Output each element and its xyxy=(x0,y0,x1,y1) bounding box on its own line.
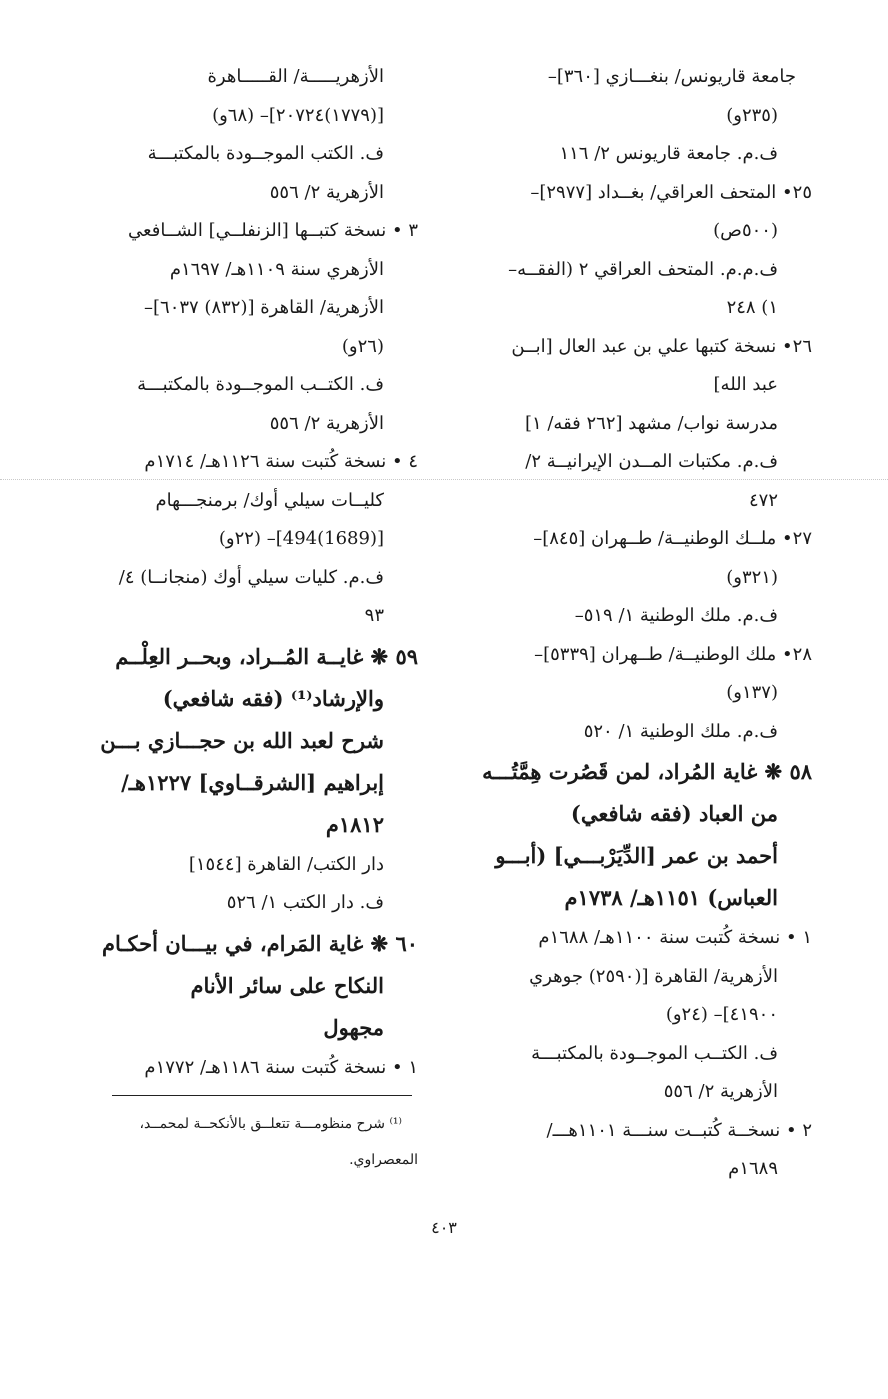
right-column-line: ف.م. جامعة قاريونس ٢/ ١١٦ xyxy=(559,143,778,164)
left-column-line: (٢٦و) xyxy=(341,335,384,357)
right-column-line: ٤١٩٠٠]– (٢٤و) xyxy=(665,1004,778,1025)
right-column-line: (٢٣٥و) xyxy=(726,104,778,126)
right-column-line: ف.م. مكتبات المــدن الإيرانيــة ٢/ xyxy=(525,451,778,472)
footnote-separator xyxy=(112,1095,412,1096)
footnote-line: ⁽¹⁾ شرح منظومـــة تتعلــق بالأنكحــة لمحمــد، xyxy=(139,1116,402,1132)
right-column-line: مدرسة نواب/ مشهد [٢٦٢ فقه/ ١] xyxy=(524,412,778,434)
right-column-line: ٤٧٢ xyxy=(748,489,778,511)
left-column-line: ٩٣ xyxy=(364,605,384,626)
left-column-line: الأزهري سنة ١١٠٩هـ/ ١٦٩٧م xyxy=(169,258,384,280)
right-column-line: ف.م. ملك الوطنية ١/ ٥١٩– xyxy=(574,605,778,626)
left-column-line: [(1689)494]– (٢٢و) xyxy=(218,528,384,549)
left-column-line: إبراهيم [الشرقــاوي] ١٢٢٧هـ/ xyxy=(121,769,384,795)
right-column-line: عبد الله] xyxy=(713,374,778,395)
left-column-line: ١٨١٢م xyxy=(325,811,384,837)
right-column-line: الأزهرية ٢/ ٥٥٦ xyxy=(663,1081,778,1102)
right-column-line: ١) ٢٤٨ xyxy=(726,297,778,318)
right-column-line: ٢٦• نسخة كتبها علي بن عبد العال [ابــن xyxy=(511,335,812,357)
right-column-line: العباس) ١١٥١هـ/ ١٧٣٨م xyxy=(564,885,778,910)
left-column-line: [(١٧٧٩)٢٠٧٢٤]– (٦٨و) xyxy=(212,104,384,126)
left-column-line: الأزهريـــــة/ القـــــاهرة xyxy=(207,66,384,87)
left-column-line: ف. الكتــب الموجــودة بالمكتبـــة xyxy=(137,374,384,395)
left-column-line: ف. الكتب الموجــودة بالمكتبـــة xyxy=(147,143,384,164)
right-column-line: (١٣٧و) xyxy=(726,682,778,703)
left-column-line: الأزهرية ٢/ ٥٥٦ xyxy=(269,412,384,434)
left-column-line: الأزهرية ٢/ ٥٥٦ xyxy=(269,181,384,203)
left-column-line: والإرشاد⁽¹⁾ (فقه شافعي) xyxy=(162,685,384,711)
left-column xyxy=(84,58,418,1087)
right-column-line: ١ • نسخة كُتبت سنة ١١٠٠هـ/ ١٦٨٨م xyxy=(538,927,812,948)
right-column-line: ف.م. ملك الوطنية ١/ ٥٢٠ xyxy=(583,720,778,742)
right-column-line: من العباد (فقه شافعي) xyxy=(570,801,778,826)
right-column xyxy=(470,58,812,1189)
left-column-line: كليــات سيلي أوك/ برمنجـــهام xyxy=(155,489,384,511)
left-column-line: ٤ • نسخة كُتبت سنة ١١٢٦هـ/ ١٧١٤م xyxy=(144,451,418,472)
left-column-line: شرح لعبد الله بن حجـــازي بـــن xyxy=(100,727,384,753)
right-column-line: ٢ • نسخــة كُتبــت سنـــة ١١٠١هـــ/ xyxy=(546,1119,812,1141)
left-column-line: ٥٩ ❋ غايــة المُــراد، وبحــر العِلْــم xyxy=(115,643,418,669)
footnote-line: المعصراوي. xyxy=(349,1152,418,1168)
left-column-line: ٣ • نسخة كتبــها [الزنفلــي] الشــافعي xyxy=(128,220,418,241)
right-column-line: جامعة قاريونس/ بنغـــازي [٣٦٠]– xyxy=(547,66,796,87)
left-column-line: دار الكتب/ القاهرة [١٥٤٤] xyxy=(188,853,384,875)
left-column-line: النكاح على سائر الأنام xyxy=(190,972,384,998)
left-column-line: ٦٠ ❋ غاية المَرام، في بيـــان أحكـام xyxy=(101,930,418,956)
right-column-line: (٣٢١و) xyxy=(726,566,778,588)
right-column-line: ف. الكتــب الموجــودة بالمكتبـــة xyxy=(531,1042,778,1064)
left-column-line: الأزهرية/ القاهرة [(٨٣٢) ٦٠٣٧]– xyxy=(144,297,384,318)
right-column-line: ٢٨• ملك الوطنيــة/ طــهران [٥٣٣٩]– xyxy=(534,643,812,665)
right-column-line: الأزهرية/ القاهرة [(٢٥٩٠) جوهري xyxy=(529,965,778,987)
left-column-line: ف.م. كليات سيلي أوك (منجانــا) ٤/ xyxy=(118,566,384,588)
left-column-line: ف. دار الكتب ١/ ٥٢٦ xyxy=(226,892,384,913)
right-column-line: أحمد بن عمر [الدِّيَرْبـــي] (أبـــو xyxy=(495,843,778,868)
left-column-line: ١ • نسخة كُتبت سنة ١١٨٦هـ/ ١٧٧٢م xyxy=(144,1056,418,1078)
right-column-line: ف.م.م. المتحف العراقي ٢ (الفقــه– xyxy=(508,258,778,280)
left-column-line: مجهول xyxy=(323,1014,384,1040)
right-column-line: (٥٠٠ص) xyxy=(713,220,778,241)
footnote xyxy=(84,1106,418,1178)
right-column-line: ٢٧• ملــك الوطنيــة/ طــهران [٨٤٥]– xyxy=(533,528,812,549)
right-column-line: ٥٨ ❋ غاية المُراد، لمن قَصُرت هِمَّتُـــه xyxy=(482,759,812,784)
right-column-line: ١٦٨٩م xyxy=(728,1158,778,1179)
page-number: ٤٠٣ xyxy=(431,1218,457,1237)
right-column-line: ٢٥• المتحف العراقي/ بغــداد [٢٩٧٧]– xyxy=(530,181,812,203)
